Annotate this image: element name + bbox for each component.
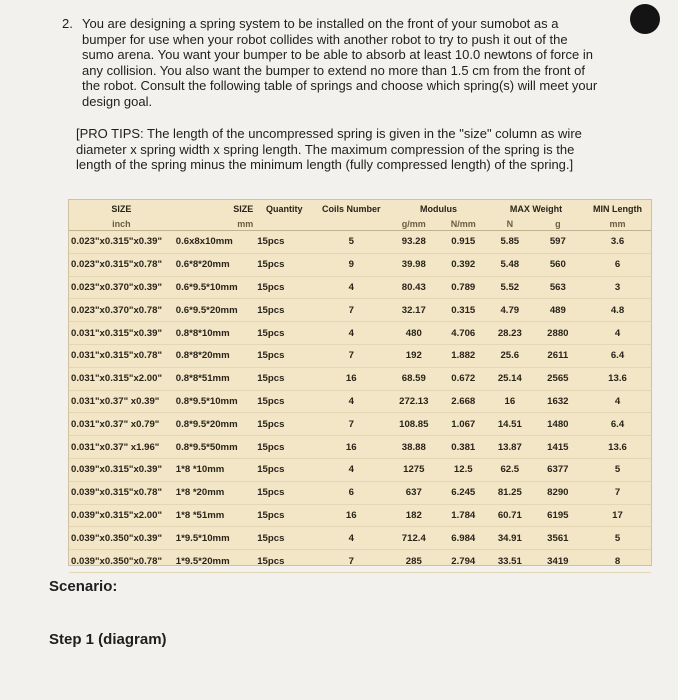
cell-modulus-g: 182 [405,509,422,521]
cell-size-inch: 0.031"x0.37" x1.96" [71,441,160,453]
cell-modulus-g: 38.88 [401,441,426,453]
cell-coils: 7 [348,418,354,430]
spring-table-container [68,199,652,566]
cell-max-g: 1480 [547,418,569,430]
cell-max-g: 2565 [547,373,569,385]
cell-max-g: 597 [549,236,566,248]
cell-modulus-n: 12.5 [453,464,473,476]
cell-quantity: 15pcs [257,395,285,407]
cell-modulus-g: 32.17 [401,304,426,316]
cell-modulus-g: 1275 [403,464,425,476]
cell-min-length: 5 [614,532,621,544]
cell-size-mm: 0.8*8*20mm [175,350,230,362]
cell-coils: 7 [348,304,354,316]
cell-min-length: 7 [614,487,621,499]
cell-min-length: 3.6 [610,236,625,248]
question-number: 2. [62,16,73,31]
cell-quantity: 15pcs [257,373,285,385]
cell-size-mm: 0.8*8*10mm [175,327,230,339]
cell-max-g: 3561 [547,532,569,544]
header-quantity: Quantity [266,203,303,214]
unit-g: g [532,217,584,231]
cell-modulus-g: 637 [405,487,422,499]
table-row [69,231,651,254]
cell-coils: 4 [348,464,354,476]
scenario-label: Scenario: [49,578,118,595]
table-row [69,413,651,436]
cell-max-g: 6195 [547,509,569,521]
cell-size-inch: 0.031"x0.37" x0.39" [71,395,160,407]
table-row [69,299,651,322]
cell-size-mm: 0.6*9.5*20mm [175,304,238,316]
cell-modulus-g: 93.28 [401,236,426,248]
cell-quantity: 15pcs [257,441,285,453]
cell-max-n: 5.52 [500,281,520,293]
unit-min-mm: mm [584,217,651,231]
cell-min-length: 4.8 [610,304,625,316]
cell-size-mm: 0.8*9.5*50mm [175,441,238,453]
cell-coils: 16 [345,509,357,521]
cell-size-inch: 0.039"x0.350"x0.39" [71,532,163,544]
cell-modulus-n: 4.706 [451,327,476,339]
cell-max-n: 4.79 [500,304,520,316]
unit-n: N [488,217,532,231]
header-size-mm: SIZE [233,203,254,214]
cell-min-length: 5 [614,464,621,476]
cell-min-length: 4 [614,327,621,339]
cell-modulus-n: 1.882 [451,350,476,362]
cell-size-inch: 0.039"x0.350"x0.78" [71,555,163,567]
cell-min-length: 6.4 [610,350,625,362]
unit-inch: inch [69,217,174,231]
cell-coils: 9 [348,259,354,271]
unit-empty [255,217,313,231]
cell-size-mm: 0.8*9.5*20mm [175,418,238,430]
table-row [69,527,651,550]
cell-size-inch: 0.039"x0.315"x0.39" [71,464,163,476]
cell-modulus-g: 80.43 [401,281,426,293]
table-row [69,276,651,299]
cell-size-mm: 0.6x8x10mm [175,236,233,248]
header-coils: Coils Number [321,203,381,214]
cell-coils: 5 [348,236,354,248]
cell-coils: 7 [348,555,354,567]
cell-modulus-n: 0.672 [451,373,476,385]
cell-quantity: 15pcs [257,418,285,430]
cell-coils: 16 [345,373,357,385]
cell-min-length: 17 [612,509,623,521]
cell-coils: 4 [348,327,354,339]
table-unit-row [69,217,651,231]
cell-max-n: 16 [504,395,516,407]
cell-max-g: 560 [549,259,566,271]
table-header-row [69,200,651,217]
cell-modulus-n: 2.668 [451,395,476,407]
step1-label: Step 1 (diagram) [49,631,167,648]
cell-modulus-g: 480 [405,327,422,339]
cell-max-n: 25.14 [497,373,522,385]
cell-max-n: 34.91 [497,532,522,544]
cell-size-mm: 0.6*9.5*10mm [175,281,238,293]
cell-coils: 7 [348,350,354,362]
cell-max-n: 33.51 [497,555,522,567]
header-max-weight: MAX Weight [509,203,563,214]
cell-size-inch: 0.023"x0.370"x0.78" [71,304,163,316]
cell-max-g: 489 [549,304,566,316]
cell-modulus-g: 108.85 [399,418,429,430]
unit-n-mm: N/mm [439,217,488,231]
cell-min-length: 6 [614,259,621,271]
cell-max-g: 6377 [547,464,569,476]
table-row [69,436,651,459]
cell-size-mm: 1*9.5*10mm [175,532,230,544]
table-row [69,458,651,481]
cell-modulus-n: 1.784 [451,509,476,521]
cell-size-inch: 0.039"x0.315"x0.78" [71,487,163,499]
cell-quantity: 15pcs [257,327,285,339]
cell-modulus-g: 272.13 [399,395,429,407]
cell-quantity: 15pcs [257,532,285,544]
table-row [69,344,651,367]
cell-size-inch: 0.023"x0.315"x0.78" [71,259,163,271]
cell-modulus-n: 0.789 [451,281,476,293]
table-row [69,367,651,390]
cell-max-g: 8290 [547,487,569,499]
cell-modulus-n: 2.794 [451,555,476,567]
cell-max-g: 1632 [547,395,569,407]
header-size-inch: SIZE [111,203,132,214]
unit-empty [313,217,389,231]
cell-modulus-g: 192 [405,350,422,362]
cell-min-length: 3 [614,281,621,293]
cell-modulus-g: 712.4 [401,532,426,544]
cell-modulus-g: 285 [405,555,422,567]
table-row [69,504,651,527]
cell-size-inch: 0.031"x0.315"x2.00" [71,373,163,385]
cell-coils: 4 [348,395,354,407]
cell-max-n: 81.25 [497,487,522,499]
cell-max-n: 62.5 [500,464,520,476]
unit-g-mm: g/mm [389,217,438,231]
table-row [69,390,651,413]
cell-coils: 4 [348,281,354,293]
cell-size-mm: 0.6*8*20mm [175,259,230,271]
cell-quantity: 15pcs [257,304,285,316]
cell-size-mm: 1*8 *10mm [175,464,225,476]
cell-size-inch: 0.031"x0.37" x0.79" [71,418,160,430]
cell-min-length: 13.6 [608,373,627,385]
cell-size-inch: 0.039"x0.315"x2.00" [71,509,163,521]
cell-max-n: 14.51 [497,418,522,430]
cell-quantity: 15pcs [257,464,285,476]
cell-modulus-n: 6.984 [451,532,476,544]
cell-max-g: 2611 [547,350,569,362]
cell-size-inch: 0.031"x0.315"x0.39" [71,327,163,339]
cell-max-n: 5.85 [500,236,520,248]
cell-quantity: 15pcs [257,236,285,248]
pro-tips-text: [PRO TIPS: The length of the uncompressed spring is given in the "size" column as wire diameter x spring width x spring length. The maximum compression of the spring is the length of the spring minus the minimum length (fully compressed length) of the spring.] [76,126,582,173]
cell-quantity: 15pcs [257,281,285,293]
cell-size-mm: 1*8 *20mm [175,487,225,499]
unit-mm: mm [174,217,255,231]
cell-size-inch: 0.031"x0.315"x0.78" [71,350,163,362]
cell-size-mm: 1*9.5*20mm [175,555,230,567]
cell-size-mm: 1*8 *51mm [175,509,225,521]
cell-max-n: 28.23 [497,327,522,339]
cell-modulus-n: 0.381 [451,441,476,453]
cell-modulus-n: 0.915 [451,236,476,248]
cell-quantity: 15pcs [257,555,285,567]
cell-modulus-n: 0.392 [451,259,476,271]
cell-max-n: 5.48 [500,259,520,271]
cell-max-g: 2880 [547,327,569,339]
table-body [69,231,651,573]
table-row [69,550,651,573]
table-row [69,481,651,504]
cell-max-g: 3419 [547,555,569,567]
cell-quantity: 15pcs [257,509,285,521]
cell-max-n: 13.87 [497,441,522,453]
cell-size-mm: 0.8*9.5*10mm [175,395,238,407]
cell-min-length: 4 [614,395,621,407]
cell-coils: 4 [348,532,354,544]
cell-max-g: 1415 [547,441,569,453]
cell-modulus-n: 6.245 [451,487,476,499]
cell-size-mm: 0.8*8*51mm [175,373,230,385]
black-dot-icon [630,4,660,34]
cell-quantity: 15pcs [257,350,285,362]
header-modulus: Modulus [420,203,458,214]
cell-quantity: 15pcs [257,259,285,271]
cell-size-inch: 0.023"x0.370"x0.39" [71,281,163,293]
cell-min-length: 13.6 [608,441,627,453]
cell-max-n: 60.71 [497,509,522,521]
cell-max-n: 25.6 [500,350,520,362]
cell-modulus-n: 1.067 [451,418,476,430]
cell-size-inch: 0.023"x0.315"x0.39" [71,236,163,248]
header-min-length: MIN Length [593,203,642,214]
question-text: You are designing a spring system to be installed on the front of your sumobot as a bumper for use when your robot collides with another robot to try to push it out of the sumo arena. You want your bumper to be able to absorb at least 10.0 newtons of force in any collision. You also want the bumper to extend no more than 1.5 cm from the front of the robot. Consult the following table of springs and choose which spring(s) will meet your design goal. [82,16,598,109]
spring-table [69,200,651,573]
cell-modulus-g: 68.59 [401,373,426,385]
cell-min-length: 6.4 [610,418,625,430]
table-row [69,322,651,345]
cell-coils: 6 [348,487,354,499]
cell-max-g: 563 [549,281,566,293]
cell-coils: 16 [345,441,357,453]
cell-modulus-n: 0.315 [451,304,476,316]
cell-modulus-g: 39.98 [401,259,426,271]
table-row [69,253,651,276]
cell-min-length: 8 [614,555,621,567]
cell-quantity: 15pcs [257,487,285,499]
